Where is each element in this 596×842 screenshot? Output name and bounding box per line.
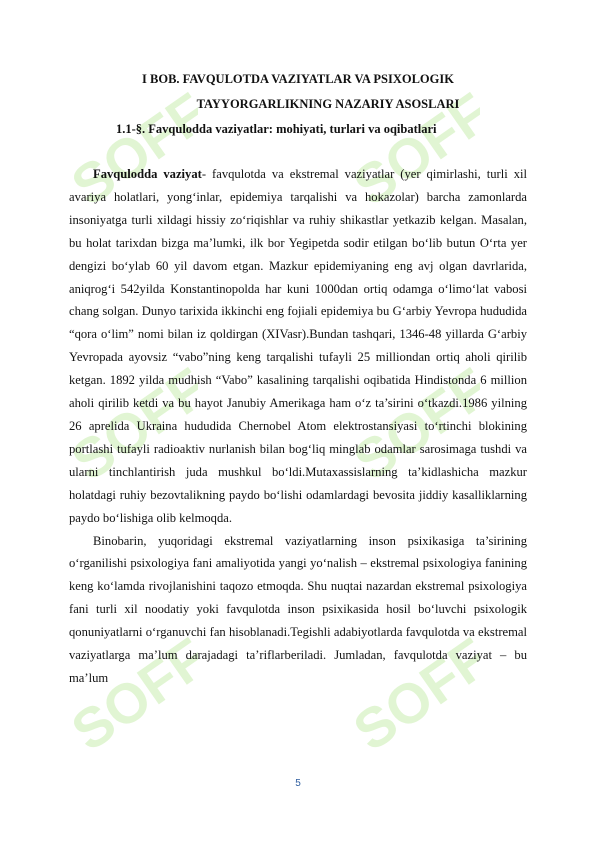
svg-text:SOFF: SOFF <box>342 630 480 763</box>
svg-text:SOFF: SOFF <box>60 630 198 763</box>
section-title: 1.1-§. Favqulodda vaziyatlar: mohiyati, turlari va oqibatlari <box>116 122 437 136</box>
body-text <box>69 163 527 690</box>
paragraph <box>69 530 527 690</box>
chapter-title-line2: TAYYORGARLIKNING NAZARIY ASOSLARI <box>196 97 460 111</box>
chapter-title: I BOB. FAVQULOTDA VAZIYATLAR VA PSIXOLOGIK <box>142 72 454 86</box>
paragraph-text: Binobarin, yuqoridagi ekstremal vaziyatlarning inson psixikasiga ta’sirining o‘rganilishi psixologiya fani amaliyotida yangi yo‘nalish – ekstremal psixologiya fanining keng ko‘lamda rivojlanishini taqozo etmoqda. Shu nuqtai nazardan ekstremal psixologiya fani turli xil noodatiy yoki favqulotda inson psixikasida hosil bo‘luvchi psixologik qonuniyatlarni o‘rganuvchi fan hisoblanadi.Tegishli adabiyotlarda favqulotda va ekstremal vaziyatlarga ma’lum darajadagi ta’riflarberiladi. Jumladan, favqulotda vaziyat – bu ma’lum <box>69 533 527 685</box>
term-label: Favqulodda vaziyat <box>93 167 202 181</box>
svg-text:SOFF: SOFF <box>60 360 198 493</box>
svg-text:SOFF: SOFF <box>60 85 198 218</box>
svg-text:SOFF: SOFF <box>342 360 480 493</box>
page-number: 5 <box>295 778 301 789</box>
svg-text:SOFF: SOFF <box>342 85 480 218</box>
paragraph-text: - favqulotda va ekstremal vaziyatlar (yer qimirlashi, turli xil avariya holatlari, yong‘inlar, epidemiya tarqalishi va hokazolar) barcha zamonlarda insoniyatga turli xildagi hissiy zo‘riqishlar va ruhiy shikastlar yetkazib kelgan. Masalan, bu holat tarixdan bizga ma’lumki, ilk bor Yegipetda sodir etilgan bo‘lib butun O‘rta yer dengizi bo‘ylab 60 yil davom etgan. Mazkur epidemiyaning eng avj olgan davrlarida, aniqrog‘i 542yilda Konstantinopolda har kuni 1000dan ortiq odamga o‘limo‘lat vabosi chang solgan. Dunyo tarixida ikkinchi eng fojiali epidemiya bu G‘arbiy Yevropa hududida “qora o‘lim” nomi bilan iz qoldirgan (XIVasr).Bundan tashqari, 1346-48 yillarda G‘arbiy Yevropada ayovsiz “vabo”ning keng tarqalishi tufayli 25 milliondan ortiq aholi qirilib ketgan. 1892 yilda mudhish “Vabo” kasalining tarqalishi oqibatida Hindistonda 6 million aholi qirilib ketdi va bu hayot Janubiy Amerikaga ham o‘z ta’sirini o‘tkazdi.1986 yilning 26 aprelida Ukraina hududida Chernobel Atom elektrostansiyasi to‘rtinchi blokining portlashi tufayli radioaktiv nurlanish bilan bog‘liq minglab odamlar sarosimaga tushdi va ularni tinchlantirish juda mushkul bo‘ldi.Mutaxassislarning ta’kidlashicha mazkur holatdagi ruhiy bezovtalikning paydo bo‘lishi odamlardagi bevosita jiddiy kasalliklarning paydo bo‘lishiga olib kelmoqda. <box>69 167 528 525</box>
paragraph <box>69 163 527 530</box>
